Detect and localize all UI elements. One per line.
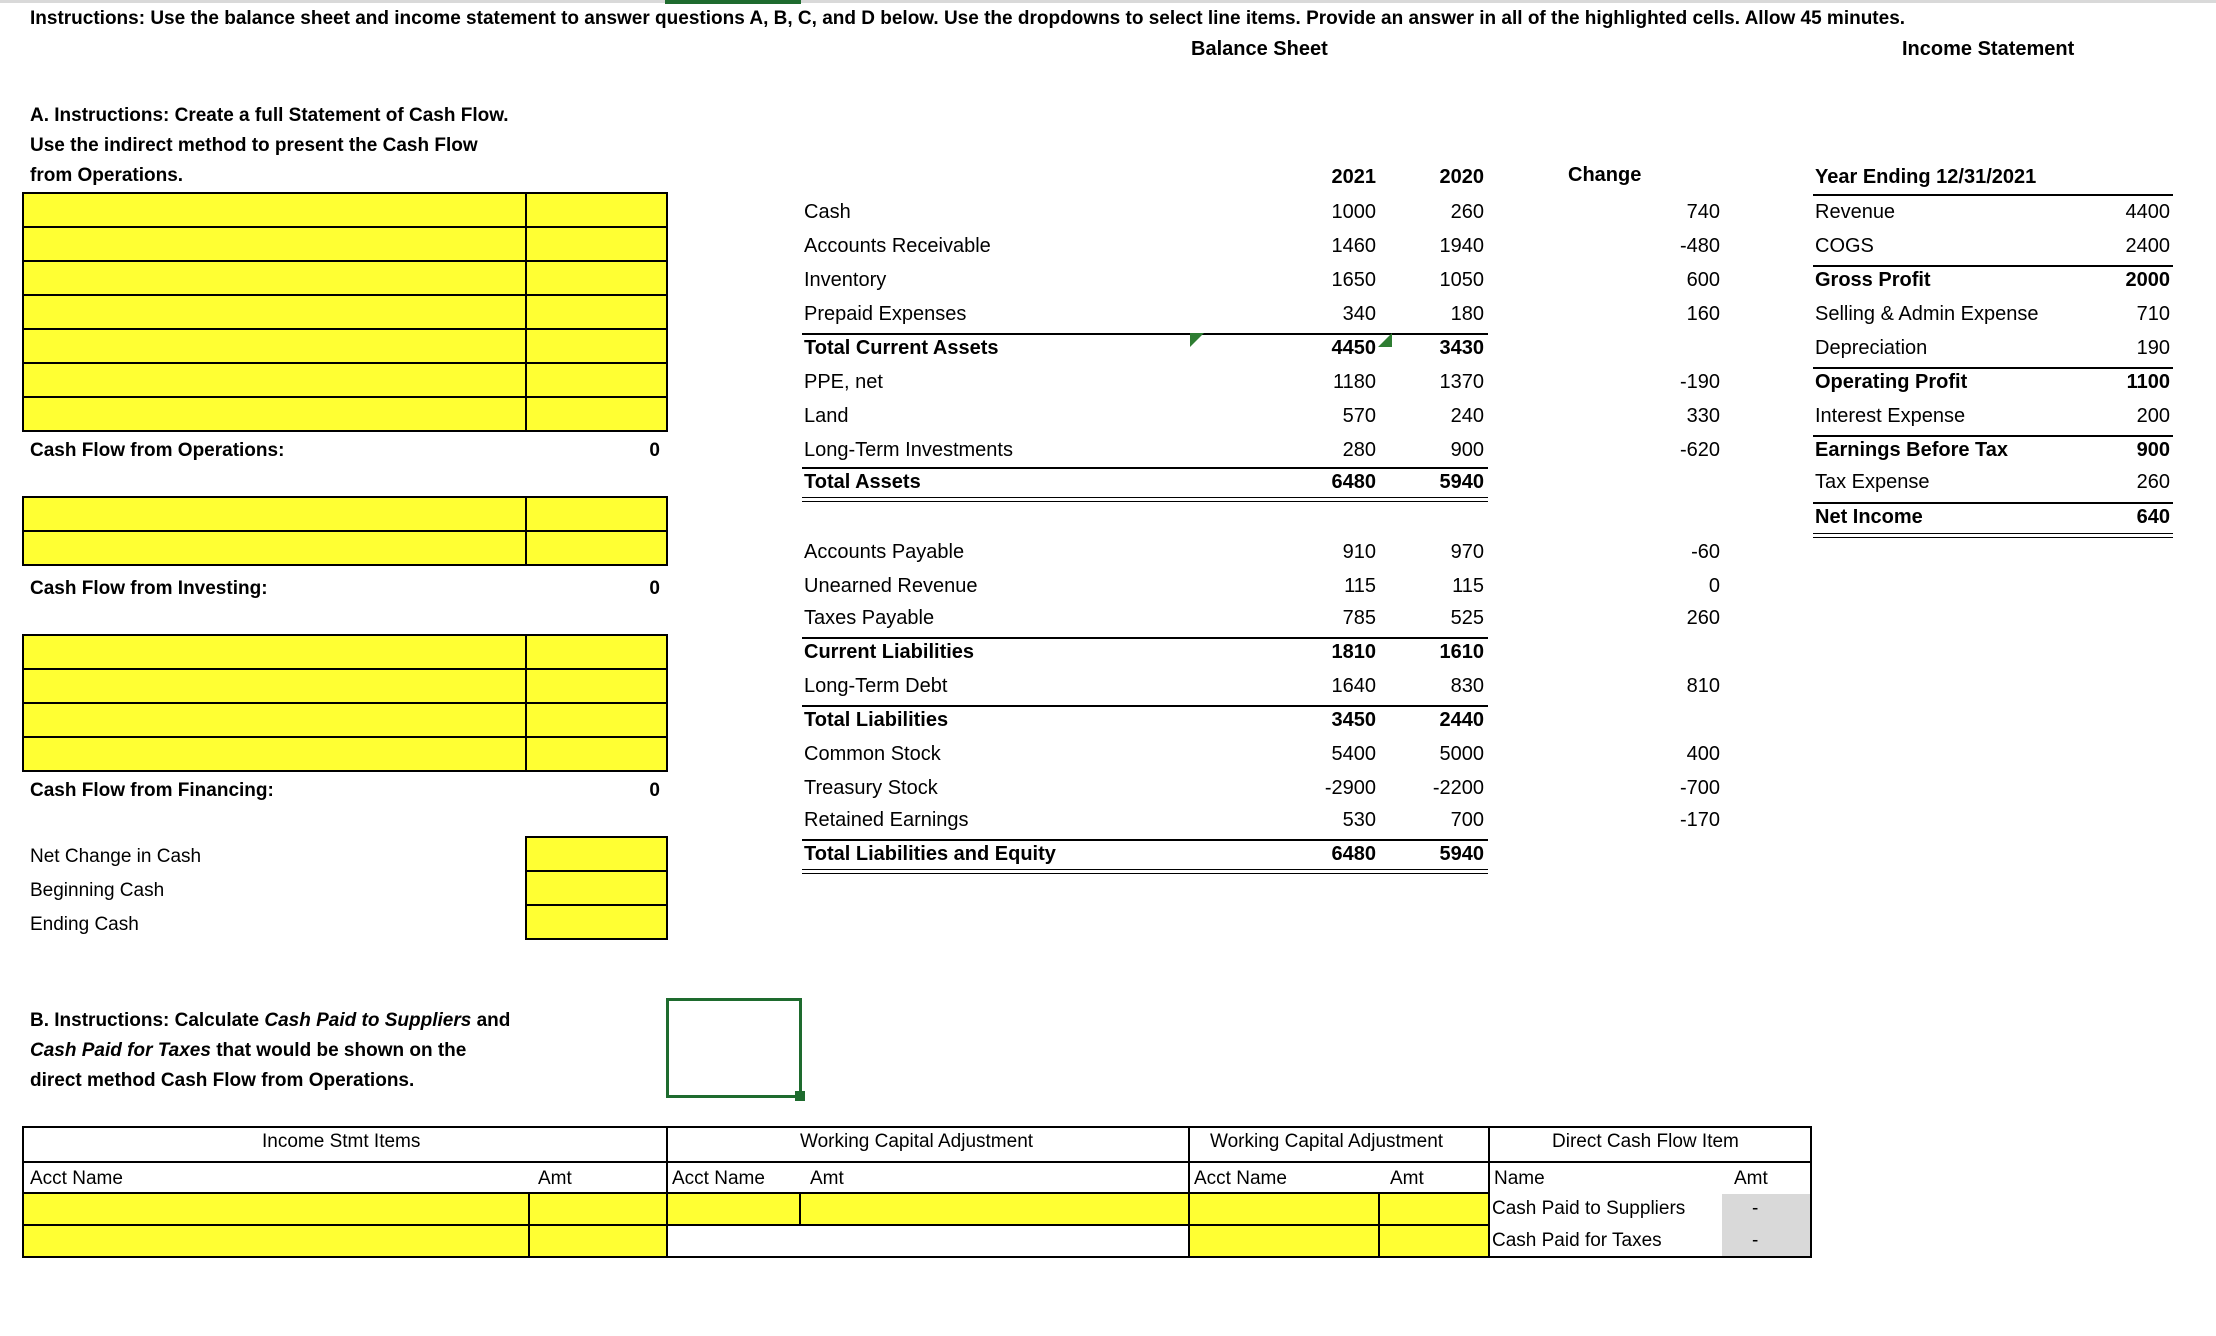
wc2-acct-input-1[interactable] [1188, 1192, 1380, 1226]
bs-value-2021: 340 [1342, 303, 1376, 325]
beginning-cash-input[interactable] [525, 870, 668, 906]
cfo-label: Cash Flow from Operations: [30, 440, 285, 461]
bs-value-2020: 830 [1450, 675, 1484, 697]
cfi-value: 0 [649, 578, 660, 599]
is-row-value: 710 [2136, 303, 2170, 325]
bs-row-label: Total Assets [804, 471, 921, 493]
amt-header-2: Amt [810, 1168, 844, 1189]
bs-value-change: 740 [1686, 201, 1720, 223]
bs-value-2021: 6480 [1331, 471, 1376, 493]
bs-value-change: 400 [1686, 743, 1720, 765]
cfo-acct-input-5[interactable] [22, 328, 530, 364]
bs-row-label: Treasury Stock [804, 777, 938, 799]
wc2-amt-input-1[interactable] [1378, 1192, 1490, 1226]
section-b-line3: direct method Cash Flow from Operations. [30, 1070, 415, 1091]
amt-header-3: Amt [1390, 1168, 1424, 1189]
bs-value-change: -190 [1679, 371, 1720, 393]
is-row-label: Net Income [1815, 506, 1923, 528]
cfo-amt-input-3[interactable] [525, 260, 668, 296]
cff-acct-input-4[interactable] [22, 736, 530, 772]
name-header: Name [1494, 1168, 1545, 1189]
bs-value-change: -170 [1679, 809, 1720, 831]
direct-cash-flow-header: Direct Cash Flow Item [1552, 1131, 1739, 1152]
bs-col-2021: 2021 [1331, 166, 1376, 188]
bs-value-2021: 785 [1342, 607, 1376, 629]
is-row-label: Interest Expense [1815, 405, 1966, 427]
is-row-value: 1100 [2126, 371, 2170, 393]
bs-value-2020: 900 [1450, 439, 1484, 461]
wc1-amt-input[interactable] [799, 1192, 1190, 1226]
bs-value-change: -700 [1679, 777, 1720, 799]
section-b-line2 [30, 1040, 466, 1062]
bs-row-label: Total Liabilities [804, 709, 949, 731]
bs-row-label: Accounts Payable [804, 541, 965, 563]
cfo-value: 0 [649, 440, 660, 461]
bs-value-2021: 530 [1342, 809, 1376, 831]
section-b-text: B. Instructions: Calculate [30, 1010, 265, 1031]
sheet-top-border [0, 0, 2216, 3]
is-subtotal-line [1813, 367, 2173, 369]
instructions-text: Instructions: Use the balance sheet and income statement to answer questions A, B, C, and D below. Use the dropdowns to select line items. Provide an answer in all of the highlighted cells. Allow 45 minutes. [30, 8, 1906, 29]
bs-total-double-line [802, 497, 1488, 502]
cfo-acct-input-7[interactable] [22, 396, 530, 432]
wc2-acct-input-2[interactable] [1188, 1224, 1380, 1258]
bs-value-2021: 1000 [1331, 201, 1376, 223]
is-subtotal-line [1813, 265, 2173, 267]
section-b-text: and [471, 1010, 511, 1031]
income-stmt-items-header: Income Stmt Items [262, 1131, 421, 1152]
acct-name-header-3: Acct Name [1194, 1168, 1287, 1189]
bs-value-2021: 910 [1342, 541, 1376, 563]
acct-name-header-1: Acct Name [30, 1168, 123, 1189]
section-a-line2: Use the indirect method to present the Cash Flow [30, 135, 478, 156]
cff-acct-input-2[interactable] [22, 668, 530, 704]
is-row-label: COGS [1815, 235, 1874, 257]
is-row-label: Earnings Before Tax [1815, 439, 2009, 461]
bs-row-label: Common Stock [804, 743, 941, 765]
bs-value-2020: 970 [1450, 541, 1484, 563]
bs-value-2021: 1180 [1332, 371, 1376, 393]
bs-row-label: Prepaid Expenses [804, 303, 967, 325]
bs-value-2021: 115 [1344, 575, 1376, 597]
amt-header-1: Amt [538, 1168, 572, 1189]
is-row-label: Depreciation [1815, 337, 1928, 359]
bs-row-label: Taxes Payable [804, 607, 935, 629]
bs-col-change: Change [1568, 164, 1642, 186]
cell-note-indicator [1378, 333, 1392, 347]
direct-amt-cells [1722, 1194, 1810, 1256]
section-b-line1 [30, 1010, 510, 1032]
bs-value-2021: 5400 [1331, 743, 1376, 765]
is-subtotal-line [1813, 435, 2173, 437]
cfi-amt-input-1[interactable] [525, 496, 668, 532]
bs-row-label: Total Liabilities and Equity [804, 843, 1056, 865]
bs-total-double-line [802, 869, 1488, 874]
bs-value-2021: -2900 [1324, 777, 1376, 799]
bs-value-2020: 2440 [1439, 709, 1484, 731]
section-a-line1: A. Instructions: Create a full Statement of Cash Flow. [30, 105, 509, 126]
section-b-term-taxes: Cash Paid for Taxes [30, 1040, 211, 1061]
is-header-line [1813, 194, 2173, 196]
bs-value-change: 810 [1686, 675, 1720, 697]
bs-subtotal-line [802, 705, 1488, 707]
bs-value-2020: 3430 [1439, 337, 1484, 359]
is-subtotal-line [1813, 502, 2173, 504]
bs-value-2021: 1650 [1331, 269, 1376, 291]
bs-value-2021: 6480 [1331, 843, 1376, 865]
wc-adjustment-header-1: Working Capital Adjustment [800, 1131, 1034, 1152]
bs-value-2021: 4450 [1331, 337, 1376, 359]
bs-row-label: Accounts Receivable [804, 235, 991, 257]
bs-subtotal-line [802, 467, 1488, 469]
bs-value-change: 600 [1686, 269, 1720, 291]
fill-handle[interactable] [795, 1091, 805, 1101]
bs-row-label: Unearned Revenue [804, 575, 978, 597]
cff-amt-input-3[interactable] [525, 702, 668, 738]
is-row-label: Tax Expense [1815, 471, 1930, 493]
bs-row-label: Inventory [804, 269, 887, 291]
is-total-double-line [1813, 533, 2173, 538]
section-b-text: that would be shown on the [210, 1040, 467, 1061]
bs-row-label: Long-Term Investments [804, 439, 1013, 461]
bs-value-2021: 1460 [1331, 235, 1376, 257]
beginning-cash-label: Beginning Cash [30, 880, 165, 901]
bs-row-label: Current Liabilities [804, 641, 975, 663]
bs-value-2020: 1610 [1439, 641, 1484, 663]
acct-name-header-2: Acct Name [672, 1168, 765, 1189]
is-row-value: 260 [2136, 471, 2170, 493]
bs-value-2020: 240 [1450, 405, 1484, 427]
bs-col-2020: 2020 [1439, 166, 1484, 188]
bs-value-2020: 5940 [1439, 471, 1484, 493]
bs-subtotal-line [802, 637, 1488, 639]
section-b-term-suppliers: Cash Paid to Suppliers [264, 1010, 472, 1031]
bs-value-2021: 570 [1342, 405, 1376, 427]
bs-value-2020: 180 [1450, 303, 1484, 325]
is-row-value: 200 [2136, 405, 2170, 427]
balance-sheet-header: Balance Sheet [1191, 38, 1328, 60]
cfo-amt-input-5[interactable] [525, 328, 668, 364]
is-row-value: 2000 [2125, 269, 2170, 291]
cfo-acct-input-4[interactable] [22, 294, 530, 330]
wc-adjustment-header-2: Working Capital Adjustment [1210, 1131, 1444, 1152]
section-a-line3: from Operations. [30, 165, 184, 186]
cfi-acct-input-1[interactable] [22, 496, 530, 532]
ending-cash-label: Ending Cash [30, 914, 139, 935]
wc1-acct-input[interactable] [666, 1192, 801, 1226]
wc2-amt-input-2[interactable] [1378, 1224, 1490, 1258]
cash-paid-taxes-value: - [1752, 1230, 1759, 1251]
bs-value-2020: 700 [1450, 809, 1484, 831]
is-row-value: 2400 [2125, 235, 2170, 257]
bs-value-change: 330 [1686, 405, 1720, 427]
cff-acct-input-1[interactable] [22, 634, 530, 670]
cash-paid-suppliers-value: - [1752, 1198, 1759, 1219]
is-row-label: Selling & Admin Expense [1815, 303, 2039, 325]
bs-subtotal-line [802, 839, 1488, 841]
bs-value-2020: 115 [1452, 575, 1484, 597]
cfo-amt-input-6[interactable] [525, 362, 668, 398]
bs-value-change: -480 [1679, 235, 1720, 257]
amt-header-4: Amt [1734, 1168, 1768, 1189]
cfo-acct-input-2[interactable] [22, 226, 530, 262]
cfo-acct-input-3[interactable] [22, 260, 530, 296]
cfi-amt-input-2[interactable] [525, 530, 668, 566]
cell-note-indicator [1190, 333, 1204, 347]
cff-amt-input-4[interactable] [525, 736, 668, 772]
is-row-value: 190 [2136, 337, 2170, 359]
is-row-label: Gross Profit [1815, 269, 1931, 291]
income-stmt-amt-input-1[interactable] [528, 1192, 668, 1226]
net-change-input[interactable] [525, 836, 668, 872]
income-statement-header: Income Statement [1902, 38, 2075, 60]
bs-value-change: 0 [1708, 575, 1720, 597]
bs-row-label: Total Current Assets [804, 337, 999, 359]
is-row-value: 4400 [2125, 201, 2170, 223]
is-row-label: Operating Profit [1815, 371, 1968, 393]
bs-value-2021: 1810 [1331, 641, 1376, 663]
income-stmt-amt-input-2[interactable] [528, 1224, 668, 1258]
bs-value-2020: 1940 [1439, 235, 1484, 257]
active-column-marker [665, 0, 801, 4]
cfi-acct-input-2[interactable] [22, 530, 530, 566]
is-row-value: 640 [2136, 506, 2170, 528]
bottom-table-divider [22, 1161, 1812, 1163]
bs-row-label: PPE, net [804, 371, 883, 393]
income-stmt-acct-input-1[interactable] [22, 1192, 530, 1226]
cash-paid-taxes-label: Cash Paid for Taxes [1492, 1230, 1662, 1251]
bs-value-2020: 5000 [1439, 743, 1484, 765]
bs-value-change: 160 [1686, 303, 1720, 325]
selected-cell[interactable] [666, 998, 802, 1098]
bs-value-2021: 280 [1342, 439, 1376, 461]
bs-value-2020: 1370 [1439, 371, 1484, 393]
cfo-amt-input-1[interactable] [525, 192, 668, 228]
income-stmt-acct-input-2[interactable] [22, 1224, 530, 1258]
bs-value-2021: 1640 [1331, 675, 1376, 697]
cff-acct-input-3[interactable] [22, 702, 530, 738]
ending-cash-input[interactable] [525, 904, 668, 940]
bs-value-2020: 525 [1450, 607, 1484, 629]
bs-row-label: Long-Term Debt [804, 675, 948, 697]
cff-amt-input-2[interactable] [525, 668, 668, 704]
cfo-acct-input-6[interactable] [22, 362, 530, 398]
cfi-label: Cash Flow from Investing: [30, 578, 268, 599]
is-row-value: 900 [2136, 439, 2170, 461]
is-period: Year Ending 12/31/2021 [1815, 166, 2037, 188]
net-change-label: Net Change in Cash [30, 846, 202, 867]
bs-value-2021: 3450 [1331, 709, 1376, 731]
cff-value: 0 [649, 780, 660, 801]
cfo-amt-input-2[interactable] [525, 226, 668, 262]
cfo-acct-input-1[interactable] [22, 192, 530, 228]
cash-paid-suppliers-label: Cash Paid to Suppliers [1492, 1198, 1686, 1219]
cff-amt-input-1[interactable] [525, 634, 668, 670]
is-row-label: Revenue [1815, 201, 1896, 223]
cfo-amt-input-7[interactable] [525, 396, 668, 432]
bs-value-2020: 5940 [1439, 843, 1484, 865]
bs-row-label: Cash [804, 201, 851, 223]
bs-value-change: -60 [1691, 541, 1720, 563]
bs-row-label: Land [804, 405, 849, 427]
cff-label: Cash Flow from Financing: [30, 780, 274, 801]
cfo-amt-input-4[interactable] [525, 294, 668, 330]
bs-value-2020: 1050 [1439, 269, 1484, 291]
bs-row-label: Retained Earnings [804, 809, 969, 831]
bs-value-2020: 260 [1450, 201, 1484, 223]
bs-value-change: -620 [1679, 439, 1720, 461]
bs-value-change: 260 [1686, 607, 1720, 629]
bs-value-2020: -2200 [1432, 777, 1484, 799]
